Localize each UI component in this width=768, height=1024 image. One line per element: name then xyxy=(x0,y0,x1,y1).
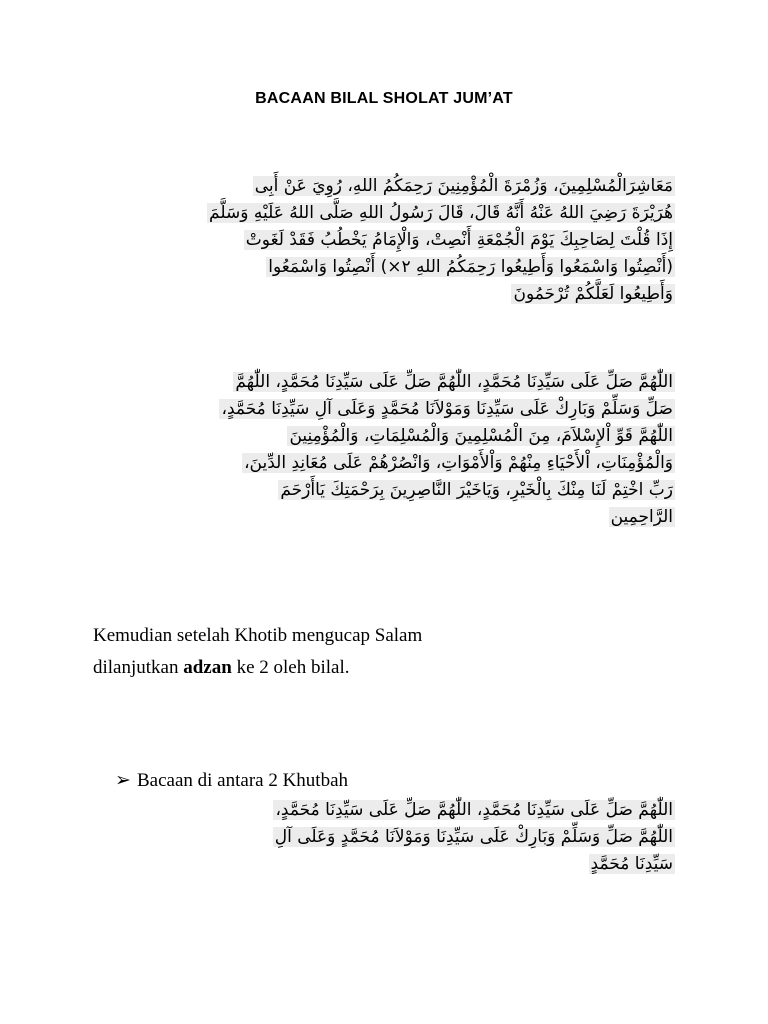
paragraph-line: Kemudian setelah Khotib mengucap Salam xyxy=(93,625,423,646)
arabic-line: (أَنْصِتُوا وَاسْمَعُوا وَأَطِيعُوا رَحِمَكُمُ اللهِ ٢×) أَنْصِتُوا وَاسْمَعُوا xyxy=(268,257,673,277)
arabic-line: صَلِّ وَسَلِّمْ وَبَارِكْ عَلَى سَيِّدِنَا وَمَوْلاَنَا مُحَمَّدٍ وَعَلَى آلِ سَيِّدِنَا مُحَمَّدٍ، xyxy=(221,399,673,419)
arabic-line: الرَّاحِمِين xyxy=(610,507,673,527)
arabic-block-announcement xyxy=(75,173,675,308)
arabic-line: سَيِّدِنَا مُحَمَّدٍ xyxy=(590,854,673,874)
arabic-line: اللّٰهُمَّ صَلِّ عَلَى سَيِّدِنَا مُحَمَّدٍ، اللّٰهُمَّ صَلِّ عَلَى سَيِّدِنَا مُحَمَّدٍ، اللّٰهُمَّ xyxy=(235,372,673,392)
arabic-line: إِذَا قُلْتَ لِصَاحِبِكَ يَوْمَ الْجُمْعَةِ أَنْصِتْ، وَالْإِمَامُ يَخْطُبُ فَقَدْ لَغَوتْ xyxy=(245,230,673,250)
document-title: BACAAN BILAL SHOLAT JUM’AT xyxy=(255,90,513,107)
arabic-line: وَأَطِيعُوا لَعَلَّكُمْ تُرْحَمُونَ xyxy=(513,284,673,304)
arabic-line: مَعَاشِرَالْمُسْلِمِينَ، وَزُمْرَةَ الْمُؤْمِنِينَ رَحِمَكُمُ اللهِ، رُوِيَ عَنْ أَبِى xyxy=(254,176,673,196)
arabic-line: اللّٰهُمَّ صَلِّ عَلَى سَيِّدِنَا مُحَمَّدٍ، اللّٰهُمَّ صَلِّ عَلَى سَيِّدِنَا مُحَمَّدٍ، xyxy=(275,800,673,820)
arabic-block-prayer xyxy=(75,369,675,531)
paragraph-line: dilanjutkan adzan ke 2 oleh bilal. xyxy=(93,657,350,678)
adzan-bold-text: adzan xyxy=(183,657,232,678)
arabic-block-between-khutbah xyxy=(75,797,675,878)
arabic-line: هُرَيْرَةَ رَضِيَ اللهُ عَنْهُ أَنَّهُ قَالَ، قَالَ رَسُولُ اللهِ صَلَّى اللهُ عَلَيْهِ وَسَلَّمَ xyxy=(209,203,673,223)
arrow-bullet-icon: ➢ xyxy=(115,770,131,791)
arabic-line: اللّٰهُمَّ صَلِّ وَسَلِّمْ وَبَارِكْ عَلَى سَيِّدِنَا وَمَوْلاَنَا مُحَمَّدٍ وَعَلَى آلِ xyxy=(274,827,673,847)
bullet-text: Bacaan di antara 2 Khutbah xyxy=(137,770,349,791)
arabic-line: وَالْمُؤْمِنَاتِ، اْلأَحْيَاءِ مِنْهُمْ وَاْلأَمْوَاتِ، وَانْصُرْهُمْ عَلَى مُعَانِدِ الدِّينَ، xyxy=(244,453,673,473)
arabic-line: اللّٰهُمَّ قَوِّ اْلإِسْلاَمَ، مِنَ الْمُسْلِمِينَ وَالْمُسْلِمَاتِ، وَالْمُؤْمِنِينَ xyxy=(289,426,673,446)
bullet-item xyxy=(115,767,348,795)
arabic-line: رَبِّ اخْتِمْ لَنَا مِنْكَ بِالْخَيْرِ، وَيَاخَيْرَ النَّاصِرِينَ بِرَحْمَتِكَ يَاأَرْحَمَ xyxy=(280,480,673,500)
instruction-paragraph xyxy=(93,620,422,684)
